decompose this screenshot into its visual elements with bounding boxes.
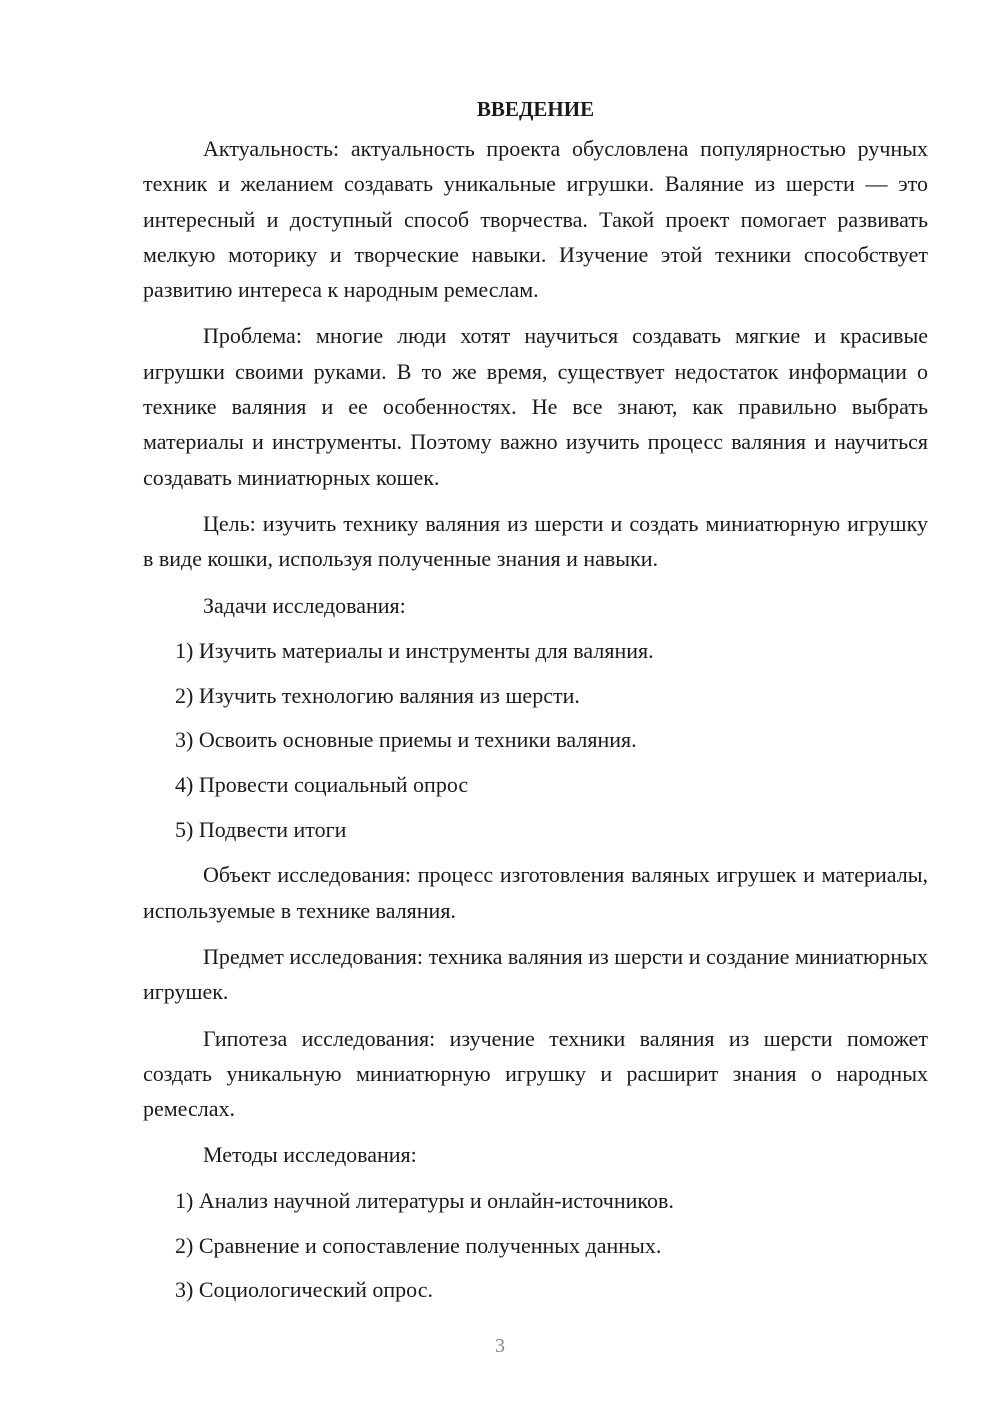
list-item: 2) Изучить технологию валяния из шерсти. — [175, 682, 580, 708]
problem-paragraph: Проблема: многие люди хотят научиться создавать мягкие и красивые игрушки своими руками. В то же время, существует недостаток информации о технике валяния и ее особенностях. Не все знают, как правильно выбрать материалы и инструменты. Поэтому важно изучить процесс валяния и научиться создавать миниатюрных кошек. — [143, 323, 928, 490]
relevance-paragraph: Актуальность: актуальность проекта обусловлена популярностью ручных техник и желанием создавать уникальные игрушки. Валяние из шерсти — это интересный и доступный способ творчества. Такой проект помогает развивать мелкую моторику и творческие навыки. Изучение этой техники способствует развитию интереса к народным ремеслам. — [143, 136, 928, 303]
list-item: 5) Подвести итоги — [175, 817, 347, 843]
object-paragraph: Объект исследования: процесс изготовления валяных игрушек и материалы, используемые в технике валяния. — [143, 862, 928, 923]
list-item: 2) Сравнение и сопоставление полученных данных. — [175, 1232, 662, 1258]
page-number: 3 — [495, 1335, 505, 1357]
hypothesis-paragraph: Гипотеза исследования: изучение техники валяния из шерсти поможет создать уникальную миниатюрную игрушку и расширит знания о народных ремеслах. — [143, 1025, 928, 1122]
tasks-heading: Задачи исследования: — [203, 592, 406, 618]
list-item: 4) Провести социальный опрос — [175, 772, 469, 798]
list-item: 1) Изучить материалы и инструменты для валяния. — [175, 637, 654, 663]
tasks-list — [143, 633, 928, 847]
page-title: ВВЕДЕНИЕ — [476, 97, 595, 121]
list-item: 3) Освоить основные приемы и техники валяния. — [175, 727, 637, 753]
document-page — [143, 92, 928, 1318]
list-item: 3) Социологический опрос. — [175, 1277, 433, 1303]
goal-paragraph: Цель: изучить технику валяния из шерсти и создать миниатюрную игрушку в виде кошки, используя полученные знания и навыки. — [143, 510, 928, 572]
methods-heading: Методы исследования: — [203, 1142, 417, 1168]
list-item: 1) Анализ научной литературы и онлайн-источников. — [175, 1187, 674, 1213]
subject-paragraph: Предмет исследования: техника валяния из шерсти и создание миниатюрных игрушек. — [143, 943, 928, 1005]
methods-list — [143, 1183, 928, 1308]
